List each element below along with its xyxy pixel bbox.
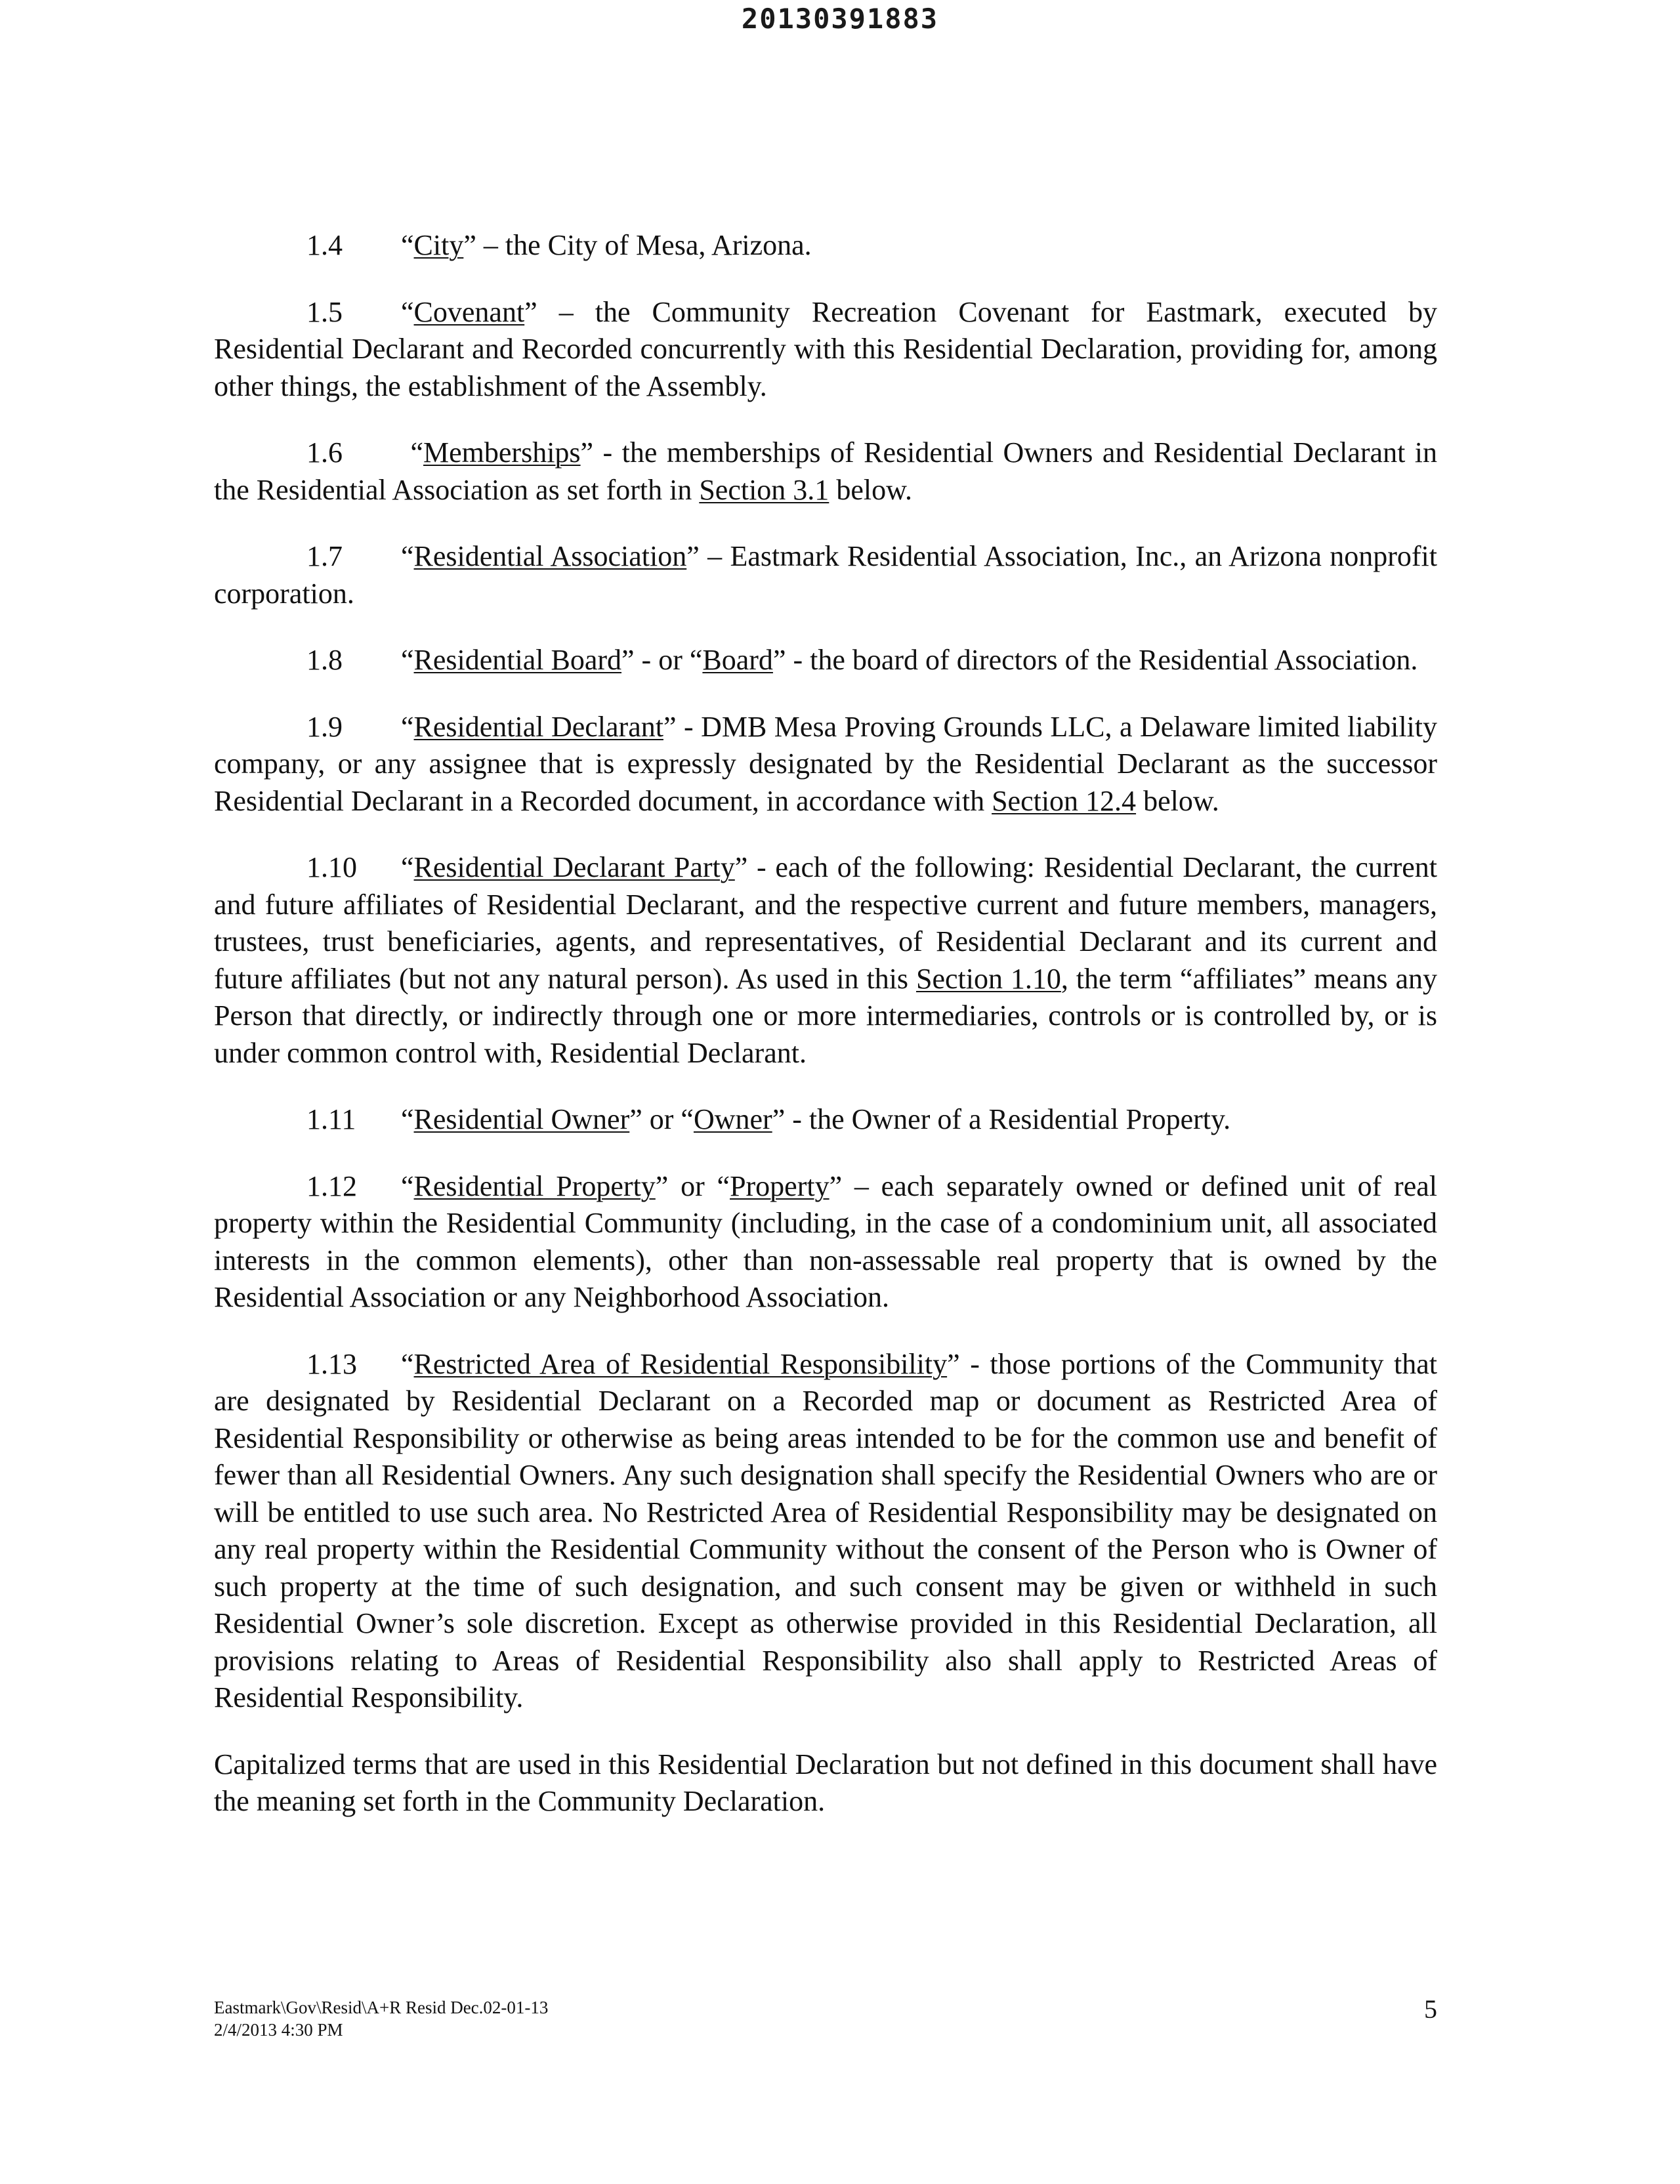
definition-1-13: 1.13 “Restricted Area of Residential Responsibility” - those portions of the Community that are designated by Residential Declarant on a Recorded map or document as Restricted Area of Residential Responsibility or otherwise as being areas intended to be for the common use and benefit of fewer than all Residential Owners. Any such designation shall specify the Residential Owners who are or will be entitled to use such area. No Restricted Area of Residential Responsibility may be designated on any real property within the Residential Community without the consent of the Person who is Owner of such property at the time of such designation, and such consent may be given or withheld in such Residential Owner’s sole discretion. Except as otherwise provided in this Residential Declaration, all provisions relating to Areas of Residential Responsibility also shall apply to Restricted Areas of Residential Responsibility. [214, 1346, 1437, 1717]
footer-timestamp: 2/4/2013 4:30 PM [214, 2020, 343, 2040]
definition-1-9: 1.9 “Residential Declarant” - DMB Mesa Proving Grounds LLC, a Delaware limited liability company, or any assignee that is expressly designated by the Residential Declarant as the successor Residential Declarant in a Recorded document, in accordance with Section 12.4 below. [214, 709, 1437, 820]
definition-1-8: 1.8 “Residential Board” - or “Board” - the board of directors of the Residential Association. [214, 642, 1437, 679]
definition-1-6: 1.6 “Memberships” - the memberships of Residential Owners and Residential Declarant in the Residential Association as set forth in Section 3.1 below. [214, 434, 1437, 509]
section-reference: Section 3.1 [699, 473, 830, 506]
defined-term: Restricted Area of Residential Responsibility [413, 1347, 948, 1380]
definition-1-7: 1.7 “Residential Association” – Eastmark Residential Association, Inc., an Arizona nonprofit corporation. [214, 538, 1437, 612]
section-reference: Section 12.4 [992, 784, 1137, 817]
footer [214, 1996, 548, 2041]
section-number: 1.9 [306, 710, 343, 743]
defined-term: City [413, 229, 464, 261]
definition-1-10: 1.10 “Residential Declarant Party” - each of the following: Residential Declarant, the current and future affiliates of Residential Declarant, and the respective current and future members, managers, trustees, trust beneficiaries, agents, and representatives, of Residential Declarant and its current and future affiliates (but not any natural person). As used in this Section 1.10, the term “affiliates” means any Person that directly, or indirectly through one or more intermediaries, controls or is controlled by, or is under common control with, Residential Declarant. [214, 849, 1437, 1072]
section-number: 1.10 [306, 851, 357, 883]
section-reference: Section 1.10 [915, 962, 1061, 995]
page-number: 5 [1424, 1994, 1437, 2024]
section-number: 1.8 [306, 644, 343, 676]
definition-1-5: 1.5 “Covenant” – the Community Recreation Covenant for Eastmark, executed by Residential Declarant and Recorded concurrently with this Residential Declaration, providing for, among other things, the establishment of the Assembly. [214, 294, 1437, 406]
footer-file-path: Eastmark\Gov\Resid\A+R Resid Dec.02-01-13 [214, 1998, 549, 2017]
section-number: 1.6 [306, 436, 343, 469]
section-number: 1.12 [306, 1169, 357, 1202]
defined-term: Residential Owner [413, 1103, 630, 1135]
defined-term: Residential Property [413, 1169, 656, 1202]
definition-1-11: 1.11 “Residential Owner” or “Owner” - the Owner of a Residential Property. [214, 1101, 1437, 1139]
recording-number: 20130391883 [741, 3, 939, 35]
defined-term: Property [730, 1169, 830, 1202]
section-number: 1.7 [306, 540, 343, 572]
closing-paragraph: Capitalized terms that are used in this Residential Declaration but not defined in this document shall have the meaning set forth in the Community Declaration. [214, 1748, 1437, 1817]
defined-term: Owner [693, 1103, 772, 1135]
section-number: 1.11 [306, 1103, 356, 1135]
section-number: 1.13 [306, 1347, 357, 1380]
document-body [214, 227, 1437, 1850]
defined-term: Residential Declarant Party [413, 851, 735, 883]
defined-term: Memberships [423, 436, 581, 469]
defined-term: Residential Board [413, 644, 622, 676]
section-number: 1.4 [306, 229, 343, 261]
defined-term: Board [702, 644, 773, 676]
definition-1-4: 1.4 “City” – the City of Mesa, Arizona. [214, 227, 1437, 264]
defined-term: Covenant [413, 295, 525, 328]
section-number: 1.5 [306, 295, 343, 328]
defined-term: Residential Declarant [413, 710, 663, 743]
defined-term: Residential Association [413, 540, 687, 572]
definition-1-12: 1.12 “Residential Property” or “Property” – each separately owned or defined unit of real property within the Residential Community (including, in the case of a condominium unit, all associated interests in the common elements), other than non-assessable real property that is owned by the Residential Association or any Neighborhood Association. [214, 1168, 1437, 1316]
